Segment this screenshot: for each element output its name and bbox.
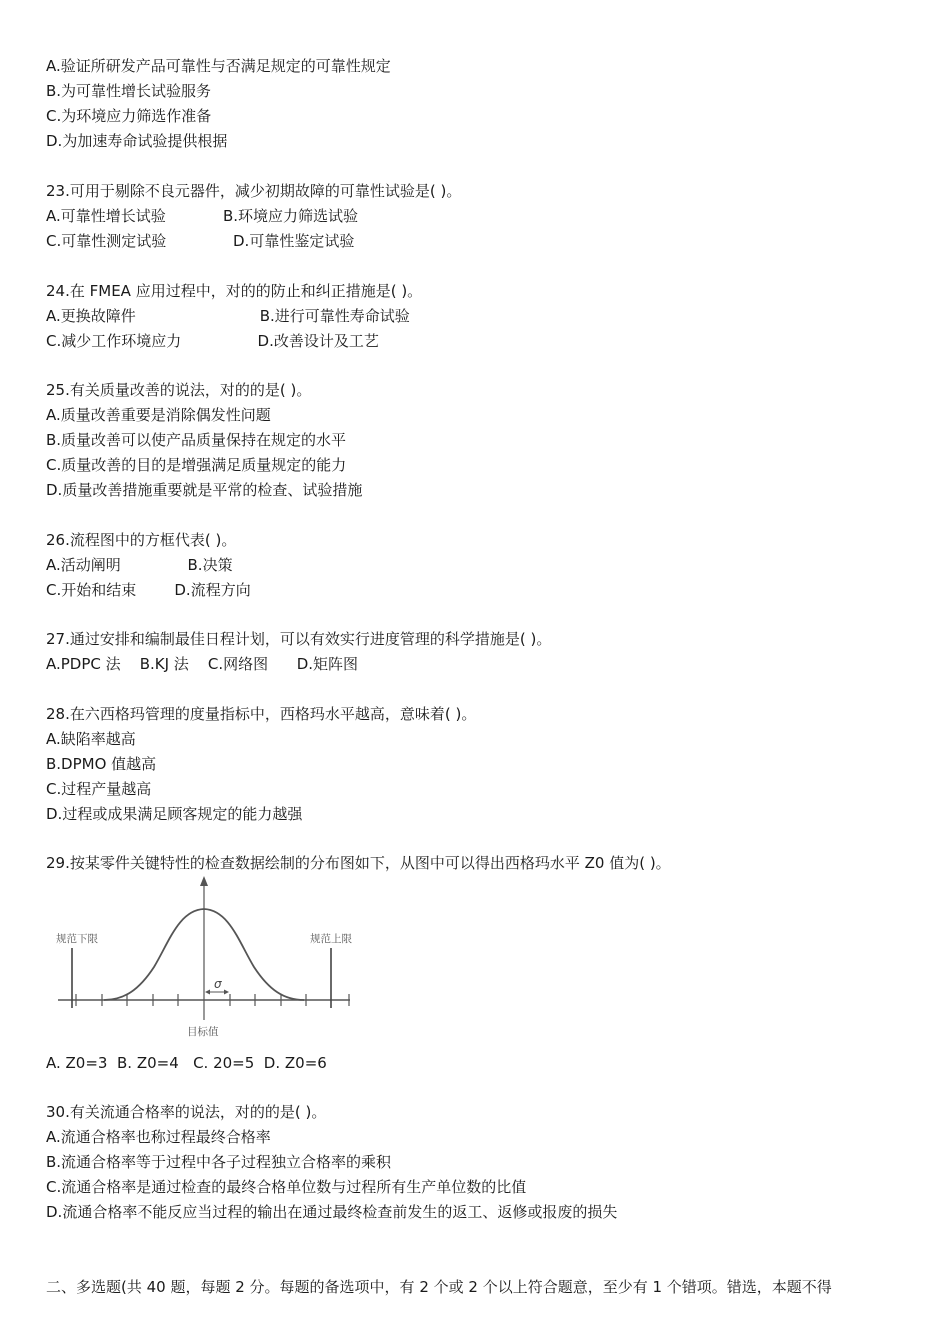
target-label: 目标值 [187, 1026, 219, 1038]
q28-option-c: C.过程产量越高 [46, 780, 152, 798]
q23-options-cd: C.可靠性测定试验 D.可靠性鉴定试验 [46, 232, 355, 250]
sigma-arrowhead-right-icon [224, 990, 229, 995]
q25-option-d: D.质量改善措施重要就是平常的检查、试验措施 [46, 481, 363, 499]
q30-option-a: A.流通合格率也称过程最终合格率 [46, 1128, 271, 1146]
q22-option-c: C.为环境应力筛选作准备 [46, 107, 212, 125]
q26-stem: 26.流程图中的方框代表( )。 [46, 531, 237, 549]
q24-stem: 24.在 FMEA 应用过程中，对的的防止和纠正措施是( )。 [46, 282, 423, 300]
q26-options-ab: A.活动阐明 B.决策 [46, 556, 233, 574]
q27-stem: 27.通过安排和编制最佳日程计划，可以有效实行进度管理的科学措施是( )。 [46, 630, 552, 648]
q22-option-d: D.为加速寿命试验提供根据 [46, 132, 228, 150]
q30-stem: 30.有关流通合格率的说法，对的的是( )。 [46, 1103, 327, 1121]
q25-stem: 25.有关质量改善的说法，对的的是( )。 [46, 381, 312, 399]
q24-options-cd: C.减少工作环境应力 D.改善设计及工艺 [46, 332, 379, 350]
q30-option-c: C.流通合格率是通过检查的最终合格单位数与过程所有生产单位数的比值 [46, 1178, 527, 1196]
q28-stem: 28.在六西格玛管理的度量指标中，西格玛水平越高，意味着( )。 [46, 705, 477, 723]
q25-option-a: A.质量改善重要是消除偶发性问题 [46, 406, 271, 424]
q28-option-b: B.DPMO 值越高 [46, 755, 157, 773]
q28-option-d: D.过程或成果满足顾客规定的能力越强 [46, 805, 303, 823]
q29-stem: 29.按某零件关键特性的检查数据绘制的分布图如下，从图中可以得出西格玛水平 Z0 值为( )。 [46, 854, 671, 872]
distribution-figure [54, 872, 366, 1042]
q22-option-a: A.验证所研发产品可靠性与否满足规定的可靠性规定 [46, 57, 391, 75]
q29-options: A. Z0=3 B. Z0=4 C. 20=5 D. Z0=6 [46, 1054, 327, 1072]
lower-limit-label: 规范下限 [56, 933, 98, 945]
sigma-label: σ [214, 977, 222, 991]
q26-options-cd: C.开始和结束 D.流程方向 [46, 581, 251, 599]
q23-options-ab: A.可靠性增长试验 B.环境应力筛选试验 [46, 207, 359, 225]
sigma-arrowhead-left-icon [205, 990, 210, 995]
upper-limit-label: 规范上限 [310, 933, 352, 945]
q28-option-a: A.缺陷率越高 [46, 730, 136, 748]
q23-stem: 23.可用于剔除不良元器件，减少初期故障的可靠性试验是( )。 [46, 182, 462, 200]
q25-option-b: B.质量改善可以使产品质量保持在规定的水平 [46, 431, 347, 449]
q27-options: A.PDPC 法 B.KJ 法 C.网络图 D.矩阵图 [46, 655, 359, 673]
q30-option-b: B.流通合格率等于过程中各子过程独立合格率的乘积 [46, 1153, 392, 1171]
section-two-heading: 二、多选题(共 40 题，每题 2 分。每题的备选项中，有 2 个或 2 个以上符合题意，至少有 1 个错项。错选，本题不得 [46, 1278, 832, 1296]
axis-arrow-icon [200, 876, 208, 886]
q22-option-b: B.为可靠性增长试验服务 [46, 82, 212, 100]
q24-options-ab: A.更换故障件 B.进行可靠性寿命试验 [46, 307, 410, 325]
q30-option-d: D.流通合格率不能反应当过程的输出在通过最终检查前发生的返工、返修或报废的损失 [46, 1203, 618, 1221]
q25-option-c: C.质量改善的目的是增强满足质量规定的能力 [46, 456, 347, 474]
